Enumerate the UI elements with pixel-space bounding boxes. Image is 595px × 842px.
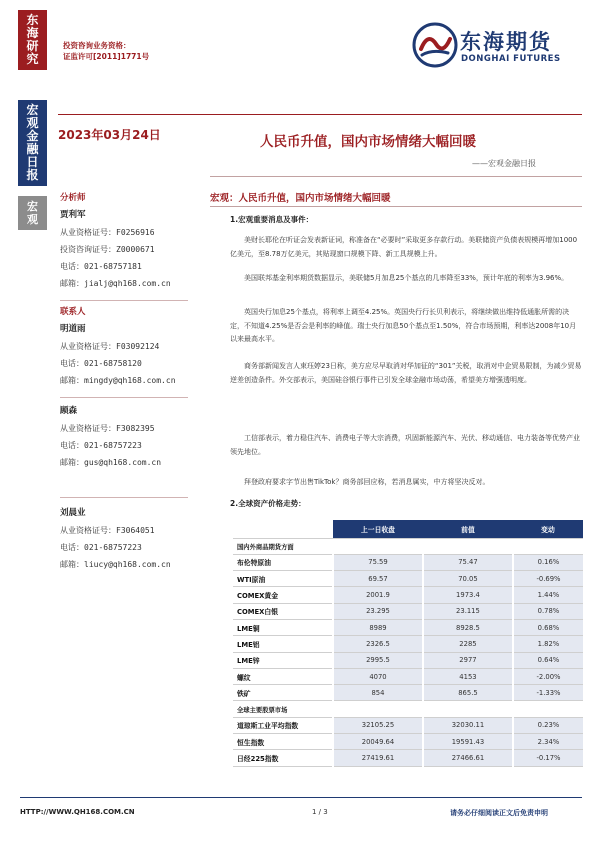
report-title: 人民币升值，国内市场情绪大幅回暖 bbox=[260, 134, 476, 150]
last-close-cell: 27419.61 bbox=[333, 750, 423, 766]
report-date: 2023年03月24日 bbox=[58, 128, 161, 142]
table-header-row bbox=[233, 520, 583, 538]
company-logo bbox=[412, 20, 582, 72]
col-header-change: 变动 bbox=[513, 520, 583, 538]
last-close-cell: 20049.64 bbox=[333, 734, 423, 750]
logo-emblem-icon bbox=[412, 22, 458, 68]
sidebar-char: 融 bbox=[26, 142, 39, 156]
prices-heading: 2.全球资产价格走势： bbox=[230, 499, 306, 508]
table-row bbox=[233, 734, 583, 750]
change-cell: -1.33% bbox=[513, 685, 583, 701]
last-close-cell: 69.57 bbox=[333, 571, 423, 587]
previous-cell: 23.115 bbox=[423, 603, 513, 619]
contacts-block bbox=[60, 304, 176, 389]
analyst-heading: 分析师 bbox=[60, 193, 86, 203]
analyst-block bbox=[60, 190, 171, 292]
news-paragraph: 英国央行加息25个基点，将利率上调至4.25%。英国央行行长贝利表示，将继续做出维持低通胀所需的决定，不知道4.25%是否会是利率的峰值。瑞士央行加息50个基点至1.50%，符合市场预期，利率达2008年10月以来最高水平。 bbox=[230, 308, 577, 343]
table-group-label: 国内外商品期货方面 bbox=[233, 538, 583, 554]
table-row bbox=[233, 587, 583, 603]
contact-block bbox=[60, 403, 161, 471]
report-subtitle: ——宏观金融日报 bbox=[472, 159, 536, 168]
contact-license: 从业资格证号：F3082395 bbox=[60, 424, 155, 433]
table-row bbox=[233, 685, 583, 701]
sidebar-char: 研 bbox=[26, 39, 39, 53]
contact-name: 刘晨业 bbox=[60, 508, 86, 518]
news-paragraph: 美财长耶伦在听证会发表新证词，称准备在“必要时”采取更多存款行动。美联储资产负债表规模再增加1000亿美元，至8.78万亿美元，其贴现窗口规模下降、新工具规模上升。 bbox=[230, 236, 578, 258]
change-cell: 2.34% bbox=[513, 734, 583, 750]
section-title: 宏观：人民币升值，国内市场情绪大幅回暖 bbox=[210, 193, 391, 204]
change-cell: 0.78% bbox=[513, 603, 583, 619]
change-cell: 1.82% bbox=[513, 636, 583, 652]
analyst-advisor-license: 投资咨询证号：Z0000671 bbox=[60, 245, 155, 254]
contact-email[interactable]: 邮箱：mingdy@qh168.com.cn bbox=[60, 376, 176, 385]
contact-license: 从业资格证号：F03092124 bbox=[60, 342, 160, 351]
last-close-cell: 32105.25 bbox=[333, 717, 423, 733]
previous-cell: 2977 bbox=[423, 652, 513, 668]
logo-english-name: DONGHAI FUTURES bbox=[461, 54, 561, 64]
contact-phone: 电话：021-68758120 bbox=[60, 359, 142, 368]
left-divider bbox=[60, 497, 188, 498]
analyst-name: 贾利军 bbox=[60, 210, 86, 220]
sidebar-char: 金 bbox=[26, 129, 39, 143]
asset-name: 铁矿 bbox=[233, 685, 333, 701]
table-row bbox=[233, 668, 583, 684]
left-divider bbox=[60, 300, 188, 301]
table-row bbox=[233, 652, 583, 668]
asset-name: 道琼斯工业平均指数 bbox=[233, 717, 333, 733]
footer-disclaimer: 请务必仔细阅读正文后免责申明 bbox=[450, 809, 548, 817]
last-close-cell: 2001.9 bbox=[333, 587, 423, 603]
previous-cell: 70.05 bbox=[423, 571, 513, 587]
table-row bbox=[233, 619, 583, 635]
asset-name: LME铝 bbox=[233, 636, 333, 652]
last-close-cell: 2326.5 bbox=[333, 636, 423, 652]
previous-cell: 8928.5 bbox=[423, 619, 513, 635]
previous-cell: 75.47 bbox=[423, 554, 513, 570]
change-cell: 0.16% bbox=[513, 554, 583, 570]
asset-price-table bbox=[233, 520, 583, 767]
asset-name: COMEX白银 bbox=[233, 603, 333, 619]
previous-cell: 4153 bbox=[423, 668, 513, 684]
col-header-previous: 前值 bbox=[423, 520, 513, 538]
previous-cell: 1973.4 bbox=[423, 587, 513, 603]
contact-name: 顾森 bbox=[60, 406, 78, 416]
last-close-cell: 2995.5 bbox=[333, 652, 423, 668]
asset-name: 布伦特原油 bbox=[233, 554, 333, 570]
section-divider bbox=[210, 206, 582, 207]
asset-name: WTI原油 bbox=[233, 571, 333, 587]
table-group-row bbox=[233, 701, 583, 717]
table-row bbox=[233, 636, 583, 652]
table-group-row bbox=[233, 538, 583, 554]
last-close-cell: 23.295 bbox=[333, 603, 423, 619]
news-paragraph: 美国联邦基金利率期货数据显示，美联储5月加息25个基点的几率降至33%，预计年底的利率为3.96%。 bbox=[244, 274, 569, 282]
news-paragraph: 拜登政府要求字节出售TikTok？商务部回应称，若消息属实，中方将坚决反对。 bbox=[244, 478, 490, 486]
sidebar-char: 海 bbox=[26, 26, 39, 40]
qualification-line: 投资咨询业务资格： bbox=[63, 41, 131, 50]
sidebar-char: 宏 bbox=[26, 103, 39, 117]
change-cell: 1.44% bbox=[513, 587, 583, 603]
table-row bbox=[233, 571, 583, 587]
table-header-blank bbox=[233, 520, 333, 538]
analyst-phone: 电话：021-68757181 bbox=[60, 262, 142, 271]
asset-name: LME锌 bbox=[233, 652, 333, 668]
asset-name: COMEX黄金 bbox=[233, 587, 333, 603]
last-close-cell: 75.59 bbox=[333, 554, 423, 570]
footer-url[interactable]: HTTP://WWW.QH168.COM.CN bbox=[20, 808, 135, 816]
previous-cell: 865.5 bbox=[423, 685, 513, 701]
sidebar-brand-block bbox=[18, 10, 47, 70]
sidebar-char: 究 bbox=[26, 52, 39, 66]
contact-license: 从业资格证号：F3064051 bbox=[60, 526, 155, 535]
table-row bbox=[233, 750, 583, 766]
table-row bbox=[233, 554, 583, 570]
asset-name: LME铜 bbox=[233, 619, 333, 635]
contact-phone: 电话：021-68757223 bbox=[60, 543, 142, 552]
sidebar-char: 日 bbox=[26, 155, 39, 169]
last-close-cell: 8989 bbox=[333, 619, 423, 635]
news-heading: 1.宏观重要消息及事件： bbox=[230, 215, 314, 224]
asset-name: 螺纹 bbox=[233, 668, 333, 684]
news-paragraph: 工信部表示，着力稳住汽车、消费电子等大宗消费，巩固新能源汽车、光伏、移动通信、电力装备等优势产业领先地位。 bbox=[230, 434, 580, 456]
page-number: 1 / 3 bbox=[312, 808, 328, 816]
analyst-license: 从业资格证号：F0256916 bbox=[60, 228, 155, 237]
last-close-cell: 4070 bbox=[333, 668, 423, 684]
title-divider bbox=[210, 176, 582, 177]
analyst-email[interactable]: 邮箱：jialj@qh168.com.cn bbox=[60, 279, 171, 288]
contact-email[interactable]: 邮箱：gus@qh168.com.cn bbox=[60, 458, 162, 467]
change-cell: -0.69% bbox=[513, 571, 583, 587]
sidebar-char: 观 bbox=[27, 213, 38, 226]
table-row bbox=[233, 603, 583, 619]
previous-cell: 27466.61 bbox=[423, 750, 513, 766]
table-row bbox=[233, 717, 583, 733]
asset-name: 日经225指数 bbox=[233, 750, 333, 766]
contact-phone: 电话：021-68757223 bbox=[60, 441, 142, 450]
sidebar-category-block bbox=[18, 196, 47, 230]
change-cell: 0.64% bbox=[513, 652, 583, 668]
table-group-label: 全球主要股票市场 bbox=[233, 701, 583, 717]
sidebar-char: 报 bbox=[26, 168, 39, 182]
change-cell: 0.23% bbox=[513, 717, 583, 733]
contacts-heading: 联系人 bbox=[60, 307, 86, 317]
table-body bbox=[233, 538, 583, 766]
header-divider bbox=[58, 114, 582, 115]
previous-cell: 2285 bbox=[423, 636, 513, 652]
sidebar-char: 东 bbox=[26, 13, 39, 27]
col-header-last-close: 上一日收盘 bbox=[333, 520, 423, 538]
sidebar-char: 宏 bbox=[27, 200, 38, 213]
change-cell: -0.17% bbox=[513, 750, 583, 766]
sidebar-char: 观 bbox=[26, 116, 39, 130]
left-divider bbox=[60, 397, 188, 398]
contact-name: 明道雨 bbox=[60, 324, 86, 334]
previous-cell: 32030.11 bbox=[423, 717, 513, 733]
news-paragraph: 商务部新闻发言人束珏婷23日称，美方应尽早取消对华加征的“301”关税，取消对中企贸易限制，为减少贸易逆差创造条件。外交部表示，美国硅谷银行事件已引发全球金融市场动荡，希望美方增强透明度。 bbox=[230, 362, 582, 384]
contact-email[interactable]: 邮箱：liucy@qh168.com.cn bbox=[60, 560, 171, 569]
qualification-line: 证监许可[2011]1771号 bbox=[63, 52, 150, 61]
footer-divider bbox=[20, 797, 582, 798]
asset-name: 恒生指数 bbox=[233, 734, 333, 750]
qualification-note bbox=[63, 40, 149, 62]
sidebar-report-type-block bbox=[18, 100, 47, 186]
logo-chinese-name: 东海期货 bbox=[460, 30, 552, 54]
change-cell: -2.00% bbox=[513, 668, 583, 684]
change-cell: 0.68% bbox=[513, 619, 583, 635]
previous-cell: 19591.43 bbox=[423, 734, 513, 750]
last-close-cell: 854 bbox=[333, 685, 423, 701]
contact-block bbox=[60, 505, 171, 573]
